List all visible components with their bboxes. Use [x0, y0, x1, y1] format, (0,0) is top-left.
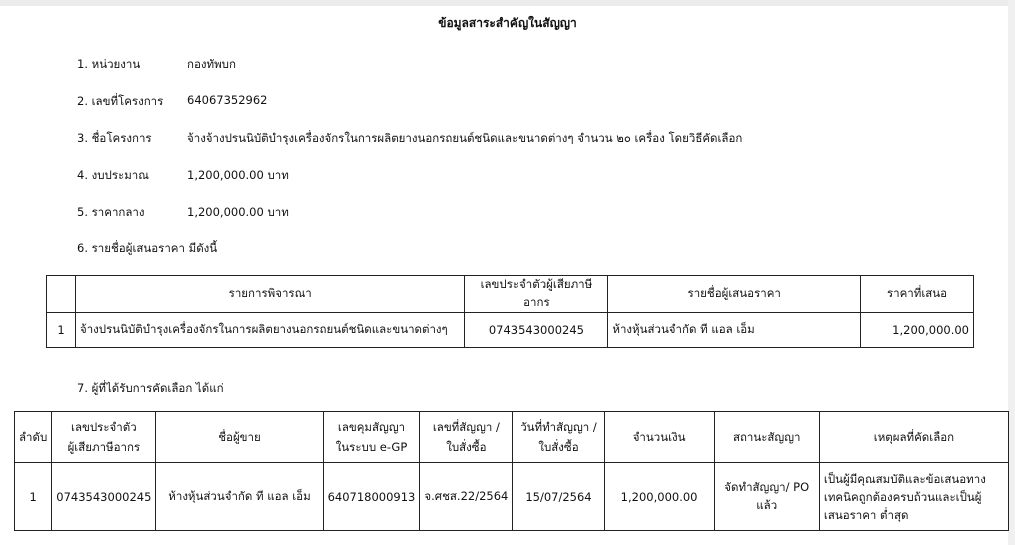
selected-cell-status: จัดทำสัญญา/ PO แล้ว — [714, 463, 819, 531]
table-row — [15, 463, 1009, 531]
selected-col-seller: ชื่อผู้ขาย — [156, 412, 323, 463]
selected-col-tax-id-line1: เลขประจำตัว — [71, 420, 137, 434]
selected-col-tax-id — [52, 412, 156, 463]
selected-col-tax-id-line2: ผู้เสียภาษีอากร — [67, 440, 141, 454]
info-budget-label: 4. งบประมาณ — [77, 168, 149, 182]
selected-col-date — [513, 412, 604, 463]
bidders-col-tax-id: เลขประจำตัวผู้เสียภาษีอากร — [465, 276, 608, 313]
bidders-cell-price: 1,200,000.00 — [861, 313, 974, 348]
info-budget-value: 1,200,000.00 บาท — [187, 168, 289, 182]
bidders-table — [46, 275, 974, 348]
bidders-col-price: ราคาที่เสนอ — [861, 276, 974, 313]
bidders-cell-bidder: ห้างหุ้นส่วนจำกัด ที แอล เอ็ม — [608, 313, 861, 348]
viewer-scrollbar-track[interactable] — [1008, 0, 1015, 545]
selected-cell-seller: ห้างหุ้นส่วนจำกัด ที แอล เอ็ม — [156, 463, 323, 531]
selected-cell-contract-no: จ.ศชส.22/2564 — [420, 463, 513, 531]
selected-col-control-no-line2: ในระบบ e-GP — [335, 440, 408, 454]
bidders-cell-item: จ้างปรนนิบัติบำรุงเครื่องจักรในการผลิตยางนอกรถยนต์ชนิดและขนาดต่างๆ — [75, 313, 464, 348]
bidders-cell-no: 1 — [47, 313, 76, 348]
selected-cell-amount: 1,200,000.00 — [604, 463, 714, 531]
info-project-no-value: 64067352962 — [187, 93, 268, 107]
info-median-price-value: 1,200,000.00 บาท — [187, 205, 289, 219]
info-project-no-label: 2. เลขที่โครงการ — [77, 94, 164, 108]
selected-cell-control-no: 640718000913 — [323, 463, 420, 531]
selected-col-status: สถานะสัญญา — [714, 412, 819, 463]
selected-cell-tax-id: 0743543000245 — [52, 463, 156, 531]
selected-cell-date: 15/07/2564 — [513, 463, 604, 531]
document-title: ข้อมูลสาระสำคัญในสัญญา — [438, 16, 577, 30]
info-project-name-value: จ้างจ้างปรนนิบัติบำรุงเครื่องจักรในการผลิตยางนอกรถยนต์ชนิดและขนาดต่างๆ จำนวน ๒๐ เครื่อง โดยวิธีคัดเลือก — [187, 131, 743, 145]
selected-table-header — [15, 412, 1009, 463]
selected-col-contract-no-line2: ใบสั่งซื้อ — [446, 440, 487, 454]
selected-col-control-no-line1: เลขคุมสัญญา — [337, 420, 406, 434]
info-agency-label: 1. หน่วยงาน — [77, 57, 141, 71]
bidders-col-item: รายการพิจารณา — [75, 276, 464, 313]
info-median-price-label: 5. ราคากลาง — [77, 205, 145, 219]
bidders-col-bidder: รายชื่อผู้เสนอราคา — [608, 276, 861, 313]
selected-cell-no: 1 — [15, 463, 52, 531]
selected-col-date-line2: ใบสั่งซื้อ — [538, 440, 579, 454]
selected-col-amount: จำนวนเงิน — [604, 412, 714, 463]
selected-col-no: ลำดับ — [15, 412, 52, 463]
page-top-edge — [0, 0, 1015, 6]
info-agency-value: กองทัพบก — [187, 57, 236, 71]
info-project-name-label: 3. ชื่อโครงการ — [77, 131, 152, 145]
selected-col-contract-no — [420, 412, 513, 463]
table-row — [47, 313, 974, 348]
selected-table — [14, 411, 1009, 531]
bidders-table-header — [47, 276, 974, 313]
selected-col-control-no — [323, 412, 420, 463]
bidders-cell-tax-id: 0743543000245 — [465, 313, 608, 348]
selected-cell-reason: เป็นผู้มีคุณสมบัติและข้อเสนอทางเทคนิคถูกต้องครบถ้วนและเป็นผู้เสนอราคา ต่ำสุด — [819, 463, 1008, 531]
selected-col-reason: เหตุผลที่คัดเลือก — [819, 412, 1008, 463]
bidders-heading: 6. รายชื่อผู้เสนอราคา มีดังนี้ — [77, 241, 218, 255]
bidders-col-no — [47, 276, 76, 313]
selected-heading: 7. ผู้ที่ได้รับการคัดเลือก ได้แก่ — [77, 381, 224, 395]
selected-col-date-line1: วันที่ทำสัญญา / — [520, 420, 597, 434]
selected-col-contract-no-line1: เลขที่สัญญา / — [432, 420, 500, 434]
